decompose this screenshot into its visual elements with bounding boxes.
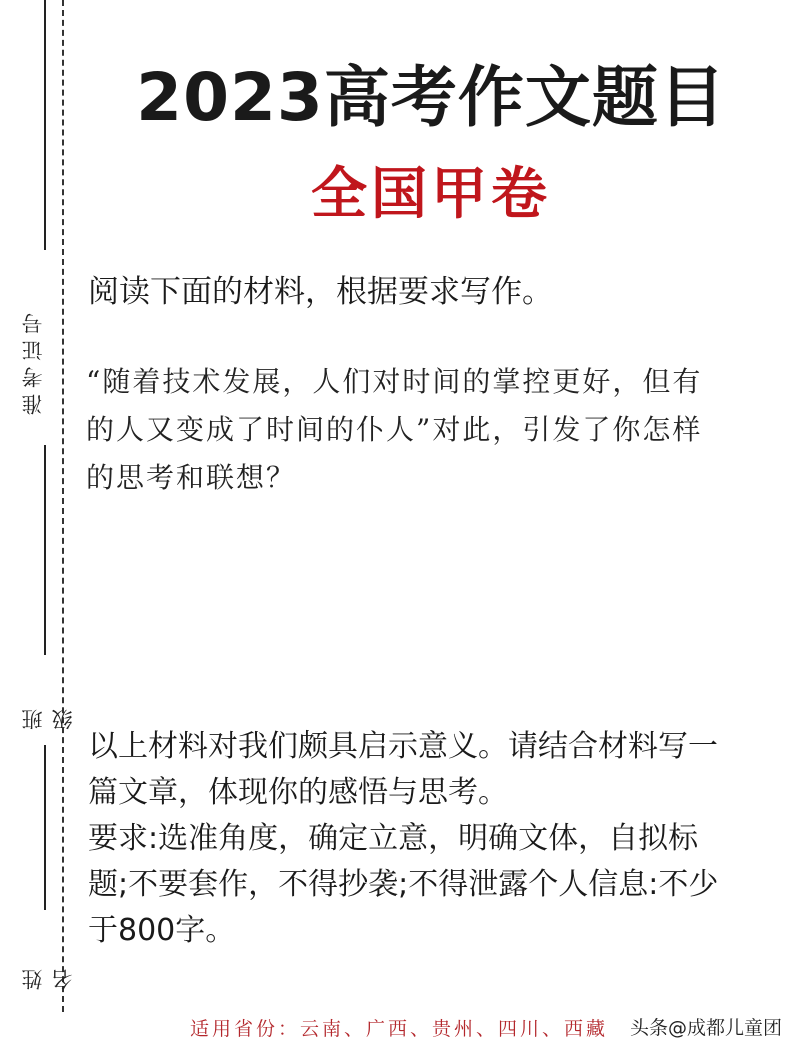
task-line: 于800字。 xyxy=(88,913,236,948)
class-fill-line xyxy=(44,445,46,655)
name-fill-line xyxy=(44,745,46,910)
task-line: 要求:选准角度，确定立意，明确文体，自拟标 xyxy=(88,821,699,856)
exam-id-fill-line xyxy=(44,0,46,250)
quote-line: “随着技术发展，人们对时间的掌控更好，但有 xyxy=(86,365,703,398)
applicable-provinces: 适用省份：云南、广西、贵州、四川、西藏 xyxy=(190,1018,609,1040)
page-title: 2023高考作文题目 xyxy=(136,59,726,136)
page-subtitle: 全国甲卷 xyxy=(311,162,551,227)
task-block xyxy=(88,724,778,954)
watermark: 头条@成都儿童团 xyxy=(629,1017,782,1039)
quote-block xyxy=(86,358,776,502)
quote-line: 的思考和联想？ xyxy=(86,461,297,494)
task-line: 以上材料对我们颇具启示意义。请结合材料写一 xyxy=(88,729,718,764)
name-label: 姓名 xyxy=(21,949,75,990)
instruction-text: 阅读下面的材料，根据要求写作。 xyxy=(88,274,553,310)
exam-id-label: 准考证号 xyxy=(21,307,45,415)
task-line: 篇文章，体现你的感悟与思考。 xyxy=(88,775,508,810)
task-line: 题;不要套作，不得抄袭;不得泄露个人信息:不少 xyxy=(88,867,719,902)
class-label: 班级 xyxy=(21,689,75,730)
quote-line: 的人又变成了时间的仆人”对此，引发了你怎样 xyxy=(86,413,703,446)
